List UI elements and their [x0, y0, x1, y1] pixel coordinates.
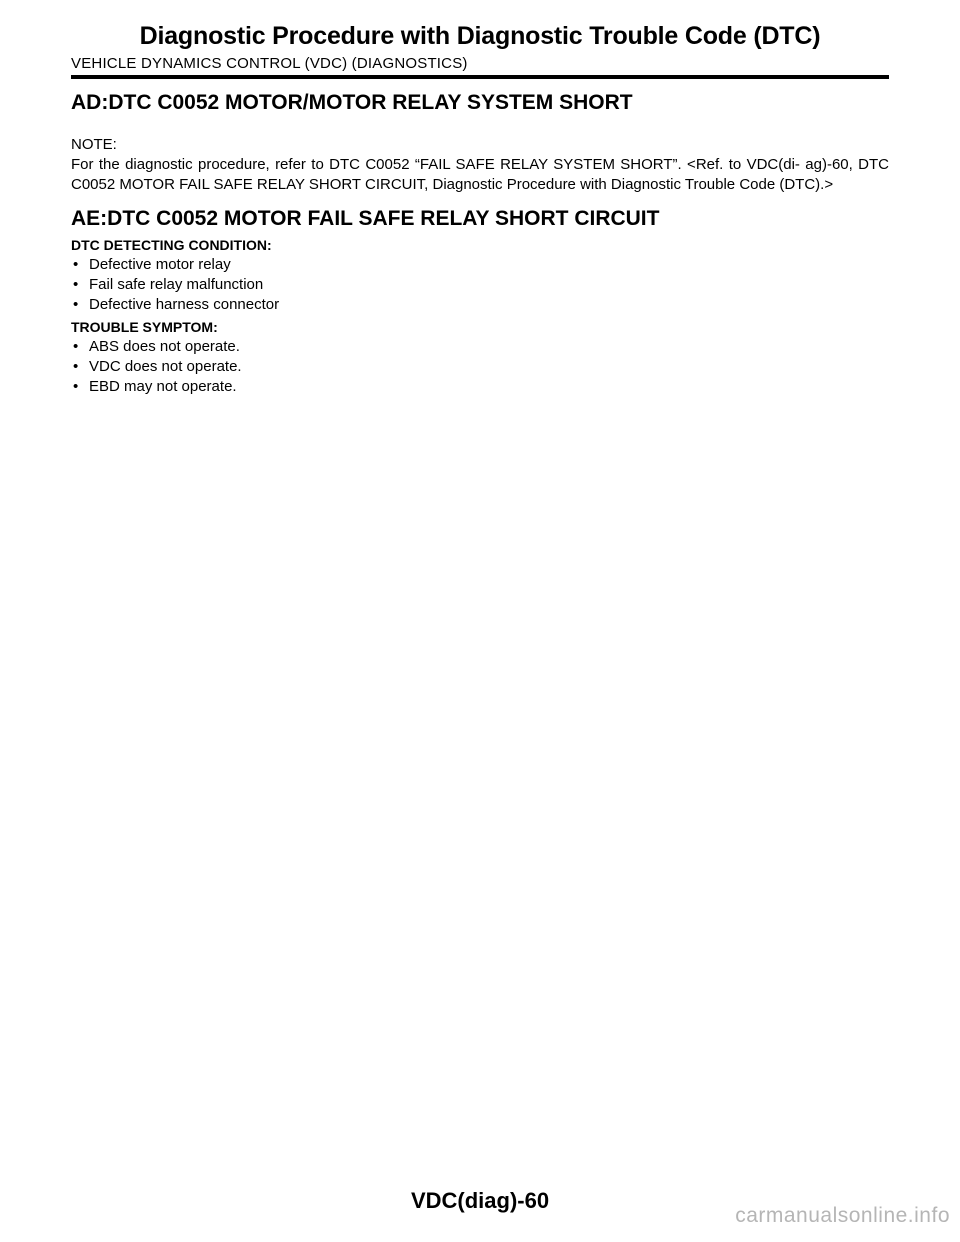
bullet-icon: •	[73, 378, 79, 395]
page-number: VDC(diag)-60	[410, 1188, 550, 1213]
bullet-icon: •	[73, 276, 79, 293]
page-title: Diagnostic Procedure with Diagnostic Trouble Code (DTC)	[139, 22, 821, 50]
bullet-icon: •	[73, 358, 79, 375]
trouble-symptom-list	[71, 337, 889, 397]
watermark: carmanualsonline.info	[735, 1204, 950, 1227]
section-ad-heading: AD:DTC C0052 MOTOR/MOTOR RELAY SYSTEM SHORT	[71, 91, 633, 114]
list-item: • Defective motor relay	[73, 256, 231, 273]
list-item: • VDC does not operate.	[73, 358, 242, 375]
header-rule	[71, 75, 889, 79]
note-text: For the diagnostic procedure, refer to DTC C0052 “FAIL SAFE RELAY SYSTEM SHORT”. <Ref. to VDC(di- ag)-60, DTC C0052 MOTOR FAIL SAFE RELAY SHORT CIRCUIT, Diagnostic Procedure with Diagnostic Trouble Code (DTC).>	[71, 156, 889, 193]
page-subtitle: VEHICLE DYNAMICS CONTROL (VDC) (DIAGNOSTICS)	[71, 55, 468, 72]
trouble-symptom-label: TROUBLE SYMPTOM:	[71, 319, 218, 335]
detecting-condition-label: DTC DETECTING CONDITION:	[71, 237, 272, 253]
list-item: • Fail safe relay malfunction	[73, 276, 264, 293]
bullet-icon: •	[73, 338, 79, 355]
main-content	[71, 89, 889, 397]
list-item: • EBD may not operate.	[73, 378, 237, 395]
bullet-icon: •	[73, 256, 79, 273]
list-item: • Defective harness connector	[73, 296, 280, 313]
list-item: • ABS does not operate.	[73, 338, 240, 355]
note-label: NOTE:	[71, 136, 117, 153]
section-ae-heading: AE:DTC C0052 MOTOR FAIL SAFE RELAY SHORT CIRCUIT	[71, 207, 660, 230]
bullet-icon: •	[73, 296, 79, 313]
detecting-condition-list	[71, 255, 889, 315]
